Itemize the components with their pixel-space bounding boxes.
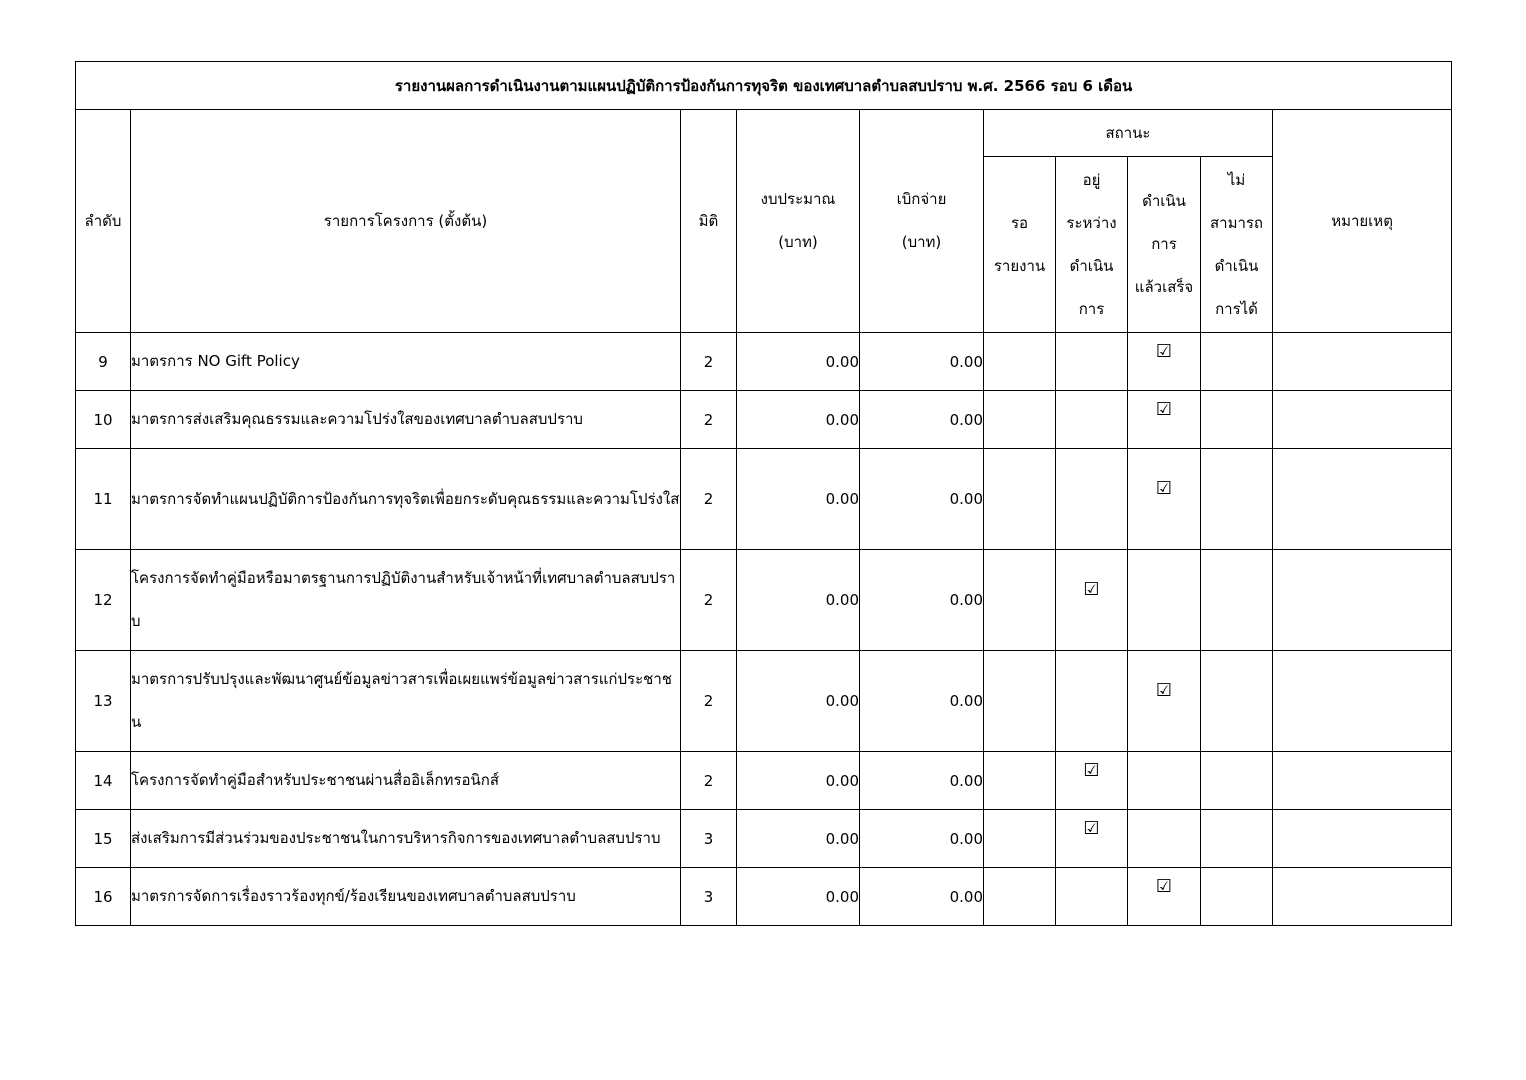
checkbox-checked-icon: ☑ bbox=[1155, 340, 1173, 362]
row-status-cell bbox=[1128, 391, 1201, 449]
row-disbursed: 0.00 bbox=[860, 752, 984, 810]
header-line: ดำเนิน bbox=[1142, 192, 1186, 210]
table-row bbox=[76, 333, 1452, 391]
row-budget: 0.00 bbox=[737, 810, 860, 868]
row-status-cell bbox=[1056, 752, 1128, 810]
row-status-cell bbox=[1201, 391, 1273, 449]
report-title: รายงานผลการดำเนินงานตามแผนปฏิบัติการป้องกันการทุจริต ของเทศบาลตำบลสบปราบ พ.ศ. 2566 รอบ 6 เดือน bbox=[76, 62, 1452, 110]
row-status-cell bbox=[1201, 868, 1273, 926]
row-disbursed: 0.00 bbox=[860, 550, 984, 651]
table-row bbox=[76, 449, 1452, 550]
header-disbursed-line1: เบิกจ่าย bbox=[896, 190, 947, 208]
row-number: 12 bbox=[76, 550, 131, 651]
row-remark bbox=[1273, 752, 1452, 810]
row-project-name: ส่งเสริมการมีส่วนร่วมของประชาชนในการบริหารกิจการของเทศบาลตำบลสบปราบ bbox=[131, 810, 681, 868]
row-disbursed: 0.00 bbox=[860, 449, 984, 550]
row-status-cell bbox=[984, 868, 1056, 926]
row-project-name: มาตรการจัดการเรื่องราวร้องทุกข์/ร้องเรียนของเทศบาลตำบลสบปราบ bbox=[131, 868, 681, 926]
header-line: รายงาน bbox=[993, 256, 1046, 275]
header-line: ดำเนิน bbox=[1214, 256, 1259, 275]
row-dimension: 3 bbox=[681, 810, 737, 868]
row-status-cell bbox=[984, 449, 1056, 550]
row-status-cell bbox=[1201, 651, 1273, 752]
row-number: 11 bbox=[76, 449, 131, 550]
header-dimension: มิติ bbox=[681, 110, 737, 333]
row-status-cell bbox=[1201, 810, 1273, 868]
header-line: การ bbox=[1151, 235, 1177, 253]
header-order: ลำดับ bbox=[76, 110, 131, 333]
row-status-cell bbox=[984, 752, 1056, 810]
header-status-waiting bbox=[984, 157, 1056, 333]
row-status-cell bbox=[1128, 550, 1201, 651]
row-project-name: โครงการจัดทำคู่มือสำหรับประชาชนผ่านสื่ออิเล็กทรอนิกส์ bbox=[131, 752, 681, 810]
row-status-cell bbox=[1128, 333, 1201, 391]
table-row bbox=[76, 651, 1452, 752]
table-row bbox=[76, 868, 1452, 926]
header-budget-line2: (บาท) bbox=[778, 233, 818, 251]
row-status-cell bbox=[1201, 333, 1273, 391]
row-number: 13 bbox=[76, 651, 131, 752]
row-remark bbox=[1273, 868, 1452, 926]
header-line: ไม่ bbox=[1227, 170, 1246, 189]
row-status-cell bbox=[984, 810, 1056, 868]
row-remark bbox=[1273, 810, 1452, 868]
row-status-cell bbox=[984, 391, 1056, 449]
checkbox-checked-icon: ☑ bbox=[1083, 759, 1100, 781]
row-status-cell bbox=[1056, 391, 1128, 449]
row-status-cell bbox=[1201, 550, 1273, 651]
table-row bbox=[76, 550, 1452, 651]
row-status-cell bbox=[984, 333, 1056, 391]
row-remark bbox=[1273, 333, 1452, 391]
header-line: ระหว่าง bbox=[1066, 213, 1117, 232]
row-status-cell bbox=[984, 651, 1056, 752]
row-status-cell bbox=[1128, 449, 1201, 550]
checkbox-checked-icon: ☑ bbox=[1155, 680, 1173, 701]
row-number: 10 bbox=[76, 391, 131, 449]
header-line: แล้วเสร็จ bbox=[1134, 278, 1194, 296]
header-status-in-progress bbox=[1056, 157, 1128, 333]
row-status-cell bbox=[1128, 651, 1201, 752]
table-row bbox=[76, 391, 1452, 449]
checkbox-checked-icon: ☑ bbox=[1155, 478, 1173, 499]
row-disbursed: 0.00 bbox=[860, 810, 984, 868]
row-project-name: โครงการจัดทำคู่มือหรือมาตรฐานการปฏิบัติงานสำหรับเจ้าหน้าที่เทศบาลตำบลสบปราบ bbox=[131, 550, 681, 651]
row-number: 16 bbox=[76, 868, 131, 926]
table-body bbox=[76, 333, 1452, 926]
checkbox-checked-icon: ☑ bbox=[1155, 875, 1173, 897]
header-status-unable bbox=[1201, 157, 1273, 333]
row-status-cell bbox=[1056, 333, 1128, 391]
row-disbursed: 0.00 bbox=[860, 333, 984, 391]
table-row bbox=[76, 752, 1452, 810]
row-budget: 0.00 bbox=[737, 333, 860, 391]
row-budget: 0.00 bbox=[737, 868, 860, 926]
header-line: รอ bbox=[1010, 213, 1029, 232]
row-status-cell bbox=[1128, 810, 1201, 868]
row-budget: 0.00 bbox=[737, 449, 860, 550]
row-dimension: 2 bbox=[681, 333, 737, 391]
row-budget: 0.00 bbox=[737, 752, 860, 810]
row-status-cell bbox=[1201, 752, 1273, 810]
row-project-name: มาตรการส่งเสริมคุณธรรมและความโปร่งใสของเทศบาลตำบลสบปราบ bbox=[131, 391, 681, 449]
row-remark bbox=[1273, 651, 1452, 752]
header-disbursed bbox=[860, 110, 984, 333]
checkbox-checked-icon: ☑ bbox=[1083, 817, 1100, 839]
row-project-name: มาตรการ NO Gift Policy bbox=[131, 333, 681, 391]
row-status-cell bbox=[1056, 868, 1128, 926]
checkbox-checked-icon: ☑ bbox=[1083, 579, 1100, 600]
header-remark: หมายเหตุ bbox=[1273, 110, 1452, 333]
header-disbursed-line2: (บาท) bbox=[901, 233, 942, 251]
row-status-cell bbox=[1056, 810, 1128, 868]
row-status-cell bbox=[984, 550, 1056, 651]
header-project: รายการโครงการ (ตั้งต้น) bbox=[131, 110, 681, 333]
row-number: 15 bbox=[76, 810, 131, 868]
checkbox-checked-icon: ☑ bbox=[1155, 398, 1173, 420]
row-project-name: มาตรการจัดทำแผนปฏิบัติการป้องกันการทุจริตเพื่อยกระดับคุณธรรมและความโปร่งใส bbox=[131, 449, 681, 550]
row-remark bbox=[1273, 550, 1452, 651]
header-line: การ bbox=[1078, 299, 1105, 318]
header-status-completed bbox=[1128, 157, 1201, 333]
row-dimension: 2 bbox=[681, 752, 737, 810]
row-dimension: 2 bbox=[681, 651, 737, 752]
header-line: สามารถ bbox=[1209, 213, 1264, 232]
report-table bbox=[75, 61, 1452, 926]
header-line: อยู่ bbox=[1082, 170, 1101, 189]
header-line: ดำเนิน bbox=[1069, 256, 1114, 275]
row-status-cell bbox=[1056, 449, 1128, 550]
row-budget: 0.00 bbox=[737, 550, 860, 651]
row-remark bbox=[1273, 449, 1452, 550]
header-budget-line1: งบประมาณ bbox=[760, 190, 836, 208]
row-status-cell bbox=[1128, 868, 1201, 926]
row-dimension: 2 bbox=[681, 449, 737, 550]
row-project-name: มาตรการปรับปรุงและพัฒนาศูนย์ข้อมูลข่าวสารเพื่อเผยแพร่ข้อมูลข่าวสารแก่ประชาชน bbox=[131, 651, 681, 752]
row-budget: 0.00 bbox=[737, 651, 860, 752]
header-budget bbox=[737, 110, 860, 333]
row-dimension: 3 bbox=[681, 868, 737, 926]
row-status-cell bbox=[1056, 550, 1128, 651]
header-status: สถานะ bbox=[984, 110, 1273, 157]
row-status-cell bbox=[1201, 449, 1273, 550]
row-status-cell bbox=[1128, 752, 1201, 810]
row-disbursed: 0.00 bbox=[860, 868, 984, 926]
row-dimension: 2 bbox=[681, 391, 737, 449]
row-number: 9 bbox=[76, 333, 131, 391]
row-disbursed: 0.00 bbox=[860, 651, 984, 752]
header-line: การได้ bbox=[1215, 299, 1258, 318]
row-remark bbox=[1273, 391, 1452, 449]
row-disbursed: 0.00 bbox=[860, 391, 984, 449]
row-status-cell bbox=[1056, 651, 1128, 752]
row-budget: 0.00 bbox=[737, 391, 860, 449]
row-dimension: 2 bbox=[681, 550, 737, 651]
row-number: 14 bbox=[76, 752, 131, 810]
table-row bbox=[76, 810, 1452, 868]
